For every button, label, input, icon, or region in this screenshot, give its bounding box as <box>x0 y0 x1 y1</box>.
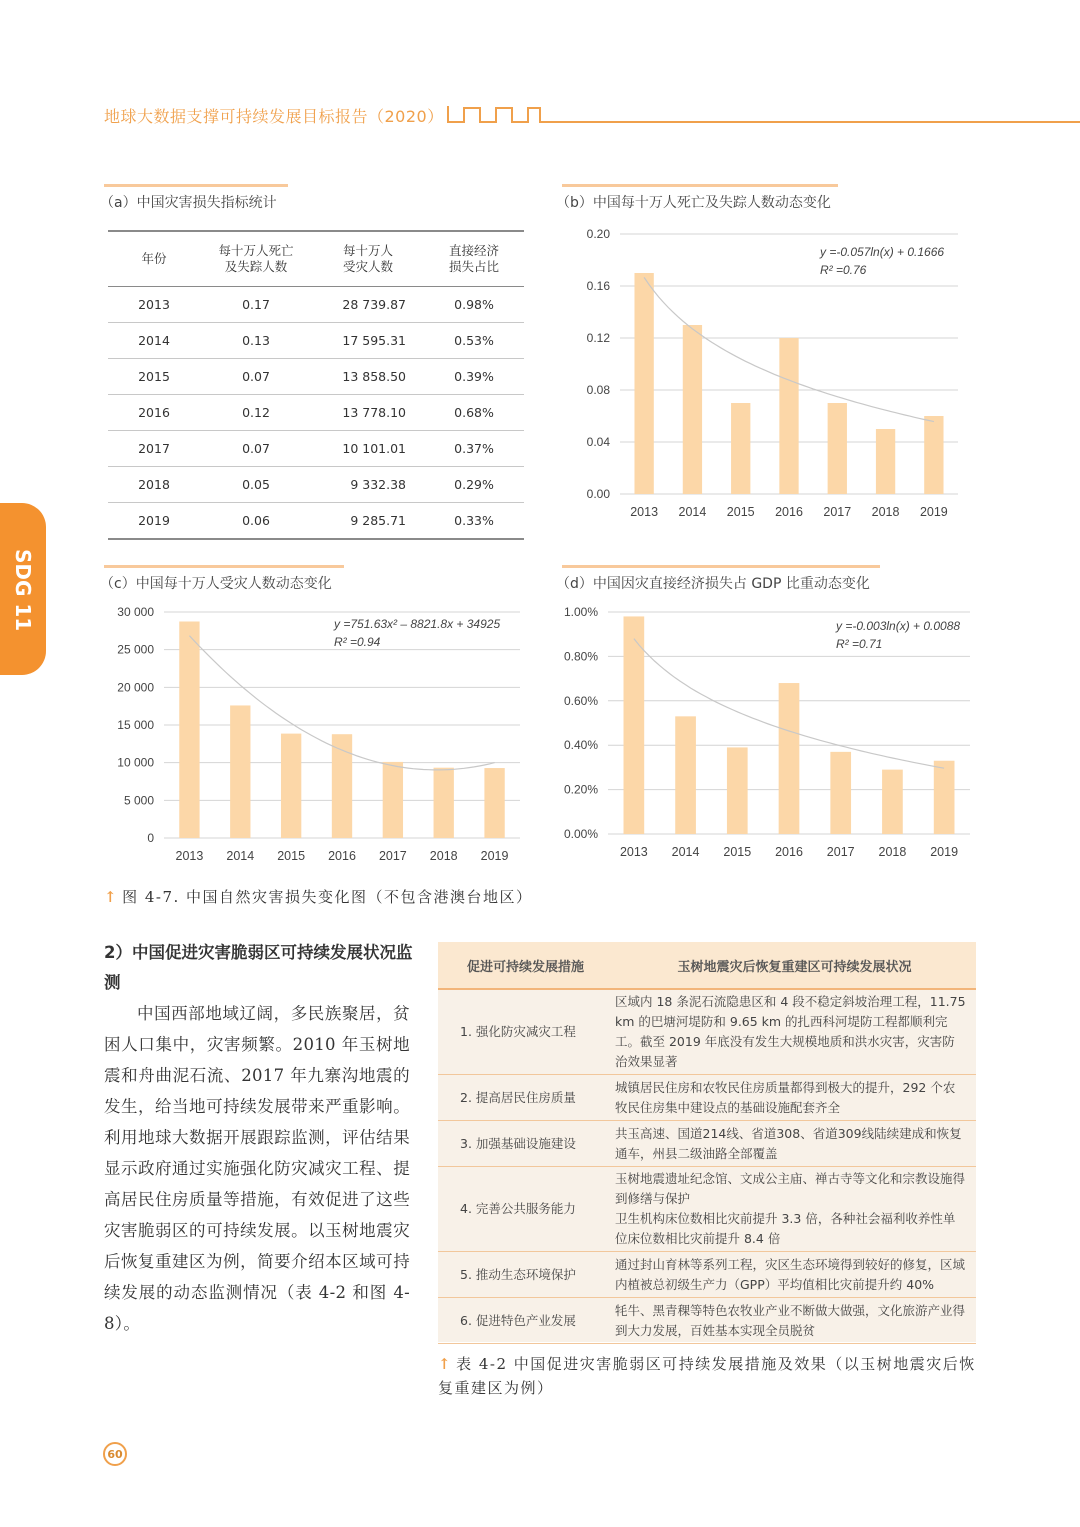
bar <box>882 770 903 834</box>
table-cell: 13 778.10 <box>312 395 424 431</box>
x-tick-label: 2017 <box>378 849 407 863</box>
table-cell: 10 101.01 <box>312 431 424 467</box>
x-tick-label: 2013 <box>619 845 648 859</box>
panel-b-title-bar <box>562 184 838 187</box>
y-tick-label: 20 000 <box>117 680 154 695</box>
figure-caption <box>104 886 533 907</box>
panel-a-title: （a）中国灾害损失指标统计 <box>100 195 277 211</box>
y-tick-label: 0.00 <box>586 487 610 501</box>
y-tick-label: 0.20% <box>563 782 598 797</box>
disaster-loss-table <box>108 230 524 540</box>
table-cell: 0.98% <box>424 287 524 323</box>
table-cell: 0.13 <box>200 323 312 359</box>
table-4-2 <box>438 942 976 1342</box>
table-cell: 0.29% <box>424 467 524 503</box>
bar <box>230 705 250 838</box>
bar <box>876 429 895 494</box>
bar <box>683 325 702 494</box>
y-tick-label: 0.12 <box>586 331 610 345</box>
status-cell: 区域内 18 条泥石流隐患区和 4 段不稳定斜坡治理工程，11.75 km 的巴塘河堤防和 9.65 km 的扎西科河堤防工程都顺利完工。截至 2019 年底没有发生大规模地质和洪水灾害，灾害防治效果显著 <box>613 989 976 1075</box>
table-cell: 0.37% <box>424 431 524 467</box>
x-tick-label: 2019 <box>919 505 948 519</box>
table-row <box>438 1075 976 1121</box>
panel-d-title-bar <box>562 565 880 568</box>
table-cell: 0.06 <box>200 503 312 540</box>
panel-b-title: （b）中国每十万人死亡及失踪人数动态变化 <box>556 195 831 211</box>
table-header-cell: 每十万人 受灾人数 <box>312 231 424 287</box>
x-tick-label: 2013 <box>630 505 659 519</box>
table-cell: 9 332.38 <box>312 467 424 503</box>
x-tick-label: 2015 <box>277 849 306 863</box>
status-cell: 通过封山育林等系列工程，灾区生态环境得到较好的修复，区域内植被总初级生产力（GPP）平均值相比灾前提升约 40% <box>613 1252 976 1298</box>
trend-equation: y =-0.057ln(x) + 0.1666 <box>820 245 945 259</box>
bar <box>779 683 800 834</box>
x-tick-label: 2014 <box>678 505 707 519</box>
x-tick-label: 2016 <box>328 849 356 863</box>
x-tick-label: 2019 <box>930 845 959 859</box>
measure-cell: 1. 强化防灾减灾工程 <box>438 989 613 1075</box>
table-header-cell: 直接经济 损失占比 <box>424 231 524 287</box>
x-tick-label: 2018 <box>871 505 900 519</box>
table-cell: 0.07 <box>200 431 312 467</box>
table-cell: 0.33% <box>424 503 524 540</box>
table-cell: 0.05 <box>200 467 312 503</box>
table-cell: 2014 <box>108 323 200 359</box>
y-tick-label: 0.04 <box>586 435 610 449</box>
table-cell: 0.53% <box>424 323 524 359</box>
measure-cell: 5. 推动生态环境保护 <box>438 1252 613 1298</box>
measure-cell: 6. 促进特色产业发展 <box>438 1298 613 1344</box>
panel-d-title: （d）中国因灾直接经济损失占 GDP 比重动态变化 <box>556 576 870 592</box>
page-number: 60 <box>103 1442 127 1466</box>
table-cell: 2013 <box>108 287 200 323</box>
x-tick-label: 2013 <box>175 849 204 863</box>
table-cell: 0.68% <box>424 395 524 431</box>
bar <box>731 403 750 494</box>
chart-economic-loss <box>556 600 980 868</box>
bar <box>727 747 748 834</box>
y-tick-label: 5 000 <box>123 793 154 808</box>
x-tick-label: 2016 <box>775 505 803 519</box>
arrow-up-icon: ↑ <box>104 888 119 906</box>
x-tick-label: 2018 <box>878 845 907 859</box>
table-row <box>108 323 524 359</box>
y-tick-label: 0.40% <box>563 738 598 753</box>
table-row <box>438 1167 976 1252</box>
table-header-cell: 玉树地震灾后恢复重建区可持续发展状况 <box>613 942 976 989</box>
bar <box>830 752 851 834</box>
y-tick-label: 0.80% <box>563 649 598 664</box>
table-cell: 9 285.71 <box>312 503 424 540</box>
y-tick-label: 0 <box>147 831 154 845</box>
measure-cell: 4. 完善公共服务能力 <box>438 1167 613 1252</box>
arrow-up-icon: ↑ <box>438 1355 453 1373</box>
y-tick-label: 15 000 <box>117 718 154 732</box>
measures-table <box>438 942 976 1344</box>
table-row <box>108 359 524 395</box>
y-tick-label: 10 000 <box>117 755 154 770</box>
table-cell: 2015 <box>108 359 200 395</box>
table-cell: 2018 <box>108 467 200 503</box>
table-cell: 2019 <box>108 503 200 540</box>
bar <box>179 621 199 838</box>
y-tick-label: 0.00% <box>563 827 598 841</box>
x-tick-label: 2015 <box>726 505 755 519</box>
bar <box>434 768 454 838</box>
table-cell: 0.12 <box>200 395 312 431</box>
table-row <box>108 395 524 431</box>
bar <box>281 734 301 838</box>
measure-cell: 2. 提高居民住房质量 <box>438 1075 613 1121</box>
trend-equation: y =-0.003ln(x) + 0.0088 <box>836 619 961 633</box>
measure-cell: 3. 加强基础设施建设 <box>438 1121 613 1167</box>
y-tick-label: 0.16 <box>586 279 610 293</box>
table-row <box>108 287 524 323</box>
table-row <box>438 1298 976 1344</box>
header-decoration <box>446 104 1080 126</box>
table-cell: 2016 <box>108 395 200 431</box>
table-cell: 13 858.50 <box>312 359 424 395</box>
bar <box>624 616 645 834</box>
trend-r2: R² =0.71 <box>836 637 883 651</box>
chart-deaths-missing <box>556 222 980 522</box>
table-cell: 28 739.87 <box>312 287 424 323</box>
bar <box>924 416 943 494</box>
x-tick-label: 2017 <box>826 845 855 859</box>
table-row <box>108 467 524 503</box>
table-row <box>438 989 976 1075</box>
section-body-text: 中国西部地域辽阔，多民族聚居，贫困人口集中，灾害频繁。2010 年玉树地震和舟曲泥石流、2017 年九寨沟地震的发生，给当地可持续发展带来严重影响。利用地球大数据开展跟踪监测，评估结果显示政府通过实施强化防灾减灾工程、提高居民住房质量等措施，有效促进了这些灾害脆弱区的可持续发展。以玉树地震灾后恢复重建区为例，简要介绍本区域可持续发展的动态监测情况（表 4-2 和图 4-8）。 <box>104 1004 410 1333</box>
y-tick-label: 1.00% <box>563 605 598 619</box>
y-tick-label: 0.20 <box>586 227 610 241</box>
bar <box>828 403 847 494</box>
table-row <box>438 1121 976 1167</box>
table-header-row <box>108 231 524 287</box>
chart-affected-people <box>100 600 524 868</box>
status-cell: 共玉高速、国道214线、省道308、省道309线陆续建成和恢复通车，州县二级油路全部覆盖 <box>613 1121 976 1167</box>
table-header-cell: 每十万人死亡 及失踪人数 <box>200 231 312 287</box>
table-cell: 0.39% <box>424 359 524 395</box>
x-tick-label: 2018 <box>429 849 458 863</box>
x-tick-label: 2019 <box>480 849 509 863</box>
bar <box>779 338 798 494</box>
bar <box>484 768 504 838</box>
x-tick-label: 2015 <box>723 845 752 859</box>
bar <box>383 762 403 838</box>
x-tick-label: 2014 <box>226 849 255 863</box>
table-header-cell: 促进可持续发展措施 <box>438 942 613 989</box>
chapter-side-tab <box>0 503 46 675</box>
section-heading: 2）中国促进灾害脆弱区可持续发展状况监测 <box>104 943 413 992</box>
x-tick-label: 2014 <box>671 845 700 859</box>
y-tick-label: 0.60% <box>563 693 598 708</box>
y-tick-label: 0.08 <box>586 383 610 397</box>
table-caption <box>438 1352 980 1400</box>
running-header-title: 地球大数据支撑可持续发展目标报告（2020） <box>104 107 444 126</box>
table-row <box>108 503 524 540</box>
table-row <box>438 1252 976 1298</box>
table-cell: 17 595.31 <box>312 323 424 359</box>
side-tab-label: SDG 11 <box>11 549 35 632</box>
x-tick-label: 2016 <box>775 845 803 859</box>
status-cell: 牦牛、黑青稞等特色农牧业产业不断做大做强，文化旅游产业得到大力发展，百姓基本实现全员脱贫 <box>613 1298 976 1344</box>
trend-r2: R² =0.76 <box>820 263 867 277</box>
table-cell: 2017 <box>108 431 200 467</box>
table-cell: 0.07 <box>200 359 312 395</box>
bar <box>934 761 955 834</box>
trend-r2: R² =0.94 <box>334 635 381 649</box>
y-tick-label: 30 000 <box>117 605 154 619</box>
panel-c-title: （c）中国每十万人受灾人数动态变化 <box>100 576 332 592</box>
bar <box>675 716 696 834</box>
panel-a-title-bar <box>104 184 288 187</box>
x-tick-label: 2017 <box>823 505 852 519</box>
y-tick-label: 25 000 <box>117 642 154 657</box>
status-cell: 城镇居民住房和农牧民住房质量都得到极大的提升，292 个农牧民住房集中建设点的基础设施配套齐全 <box>613 1075 976 1121</box>
table-cell: 0.17 <box>200 287 312 323</box>
table-header-row <box>438 942 976 989</box>
figure-caption-text: 图 4-7. 中国自然灾害损失变化图（不包含港澳台地区） <box>122 888 533 906</box>
status-cell: 玉树地震遗址纪念馆、文成公主庙、禅古寺等文化和宗教设施得到修缮与保护 卫生机构床位数相比灾前提升 3.3 倍，各种社会福利收养性单位床位数相比灾前提升 8.4 倍 <box>613 1167 976 1252</box>
table-row <box>108 431 524 467</box>
bar <box>634 273 653 494</box>
panel-c-title-bar <box>104 565 344 568</box>
table-caption-text: 表 4-2 中国促进灾害脆弱区可持续发展措施及效果（以玉树地震灾后恢复重建区为例） <box>438 1355 976 1397</box>
table-header-cell: 年份 <box>108 231 200 287</box>
trend-equation: y =751.63x² – 8821.8x + 34925 <box>334 617 501 631</box>
